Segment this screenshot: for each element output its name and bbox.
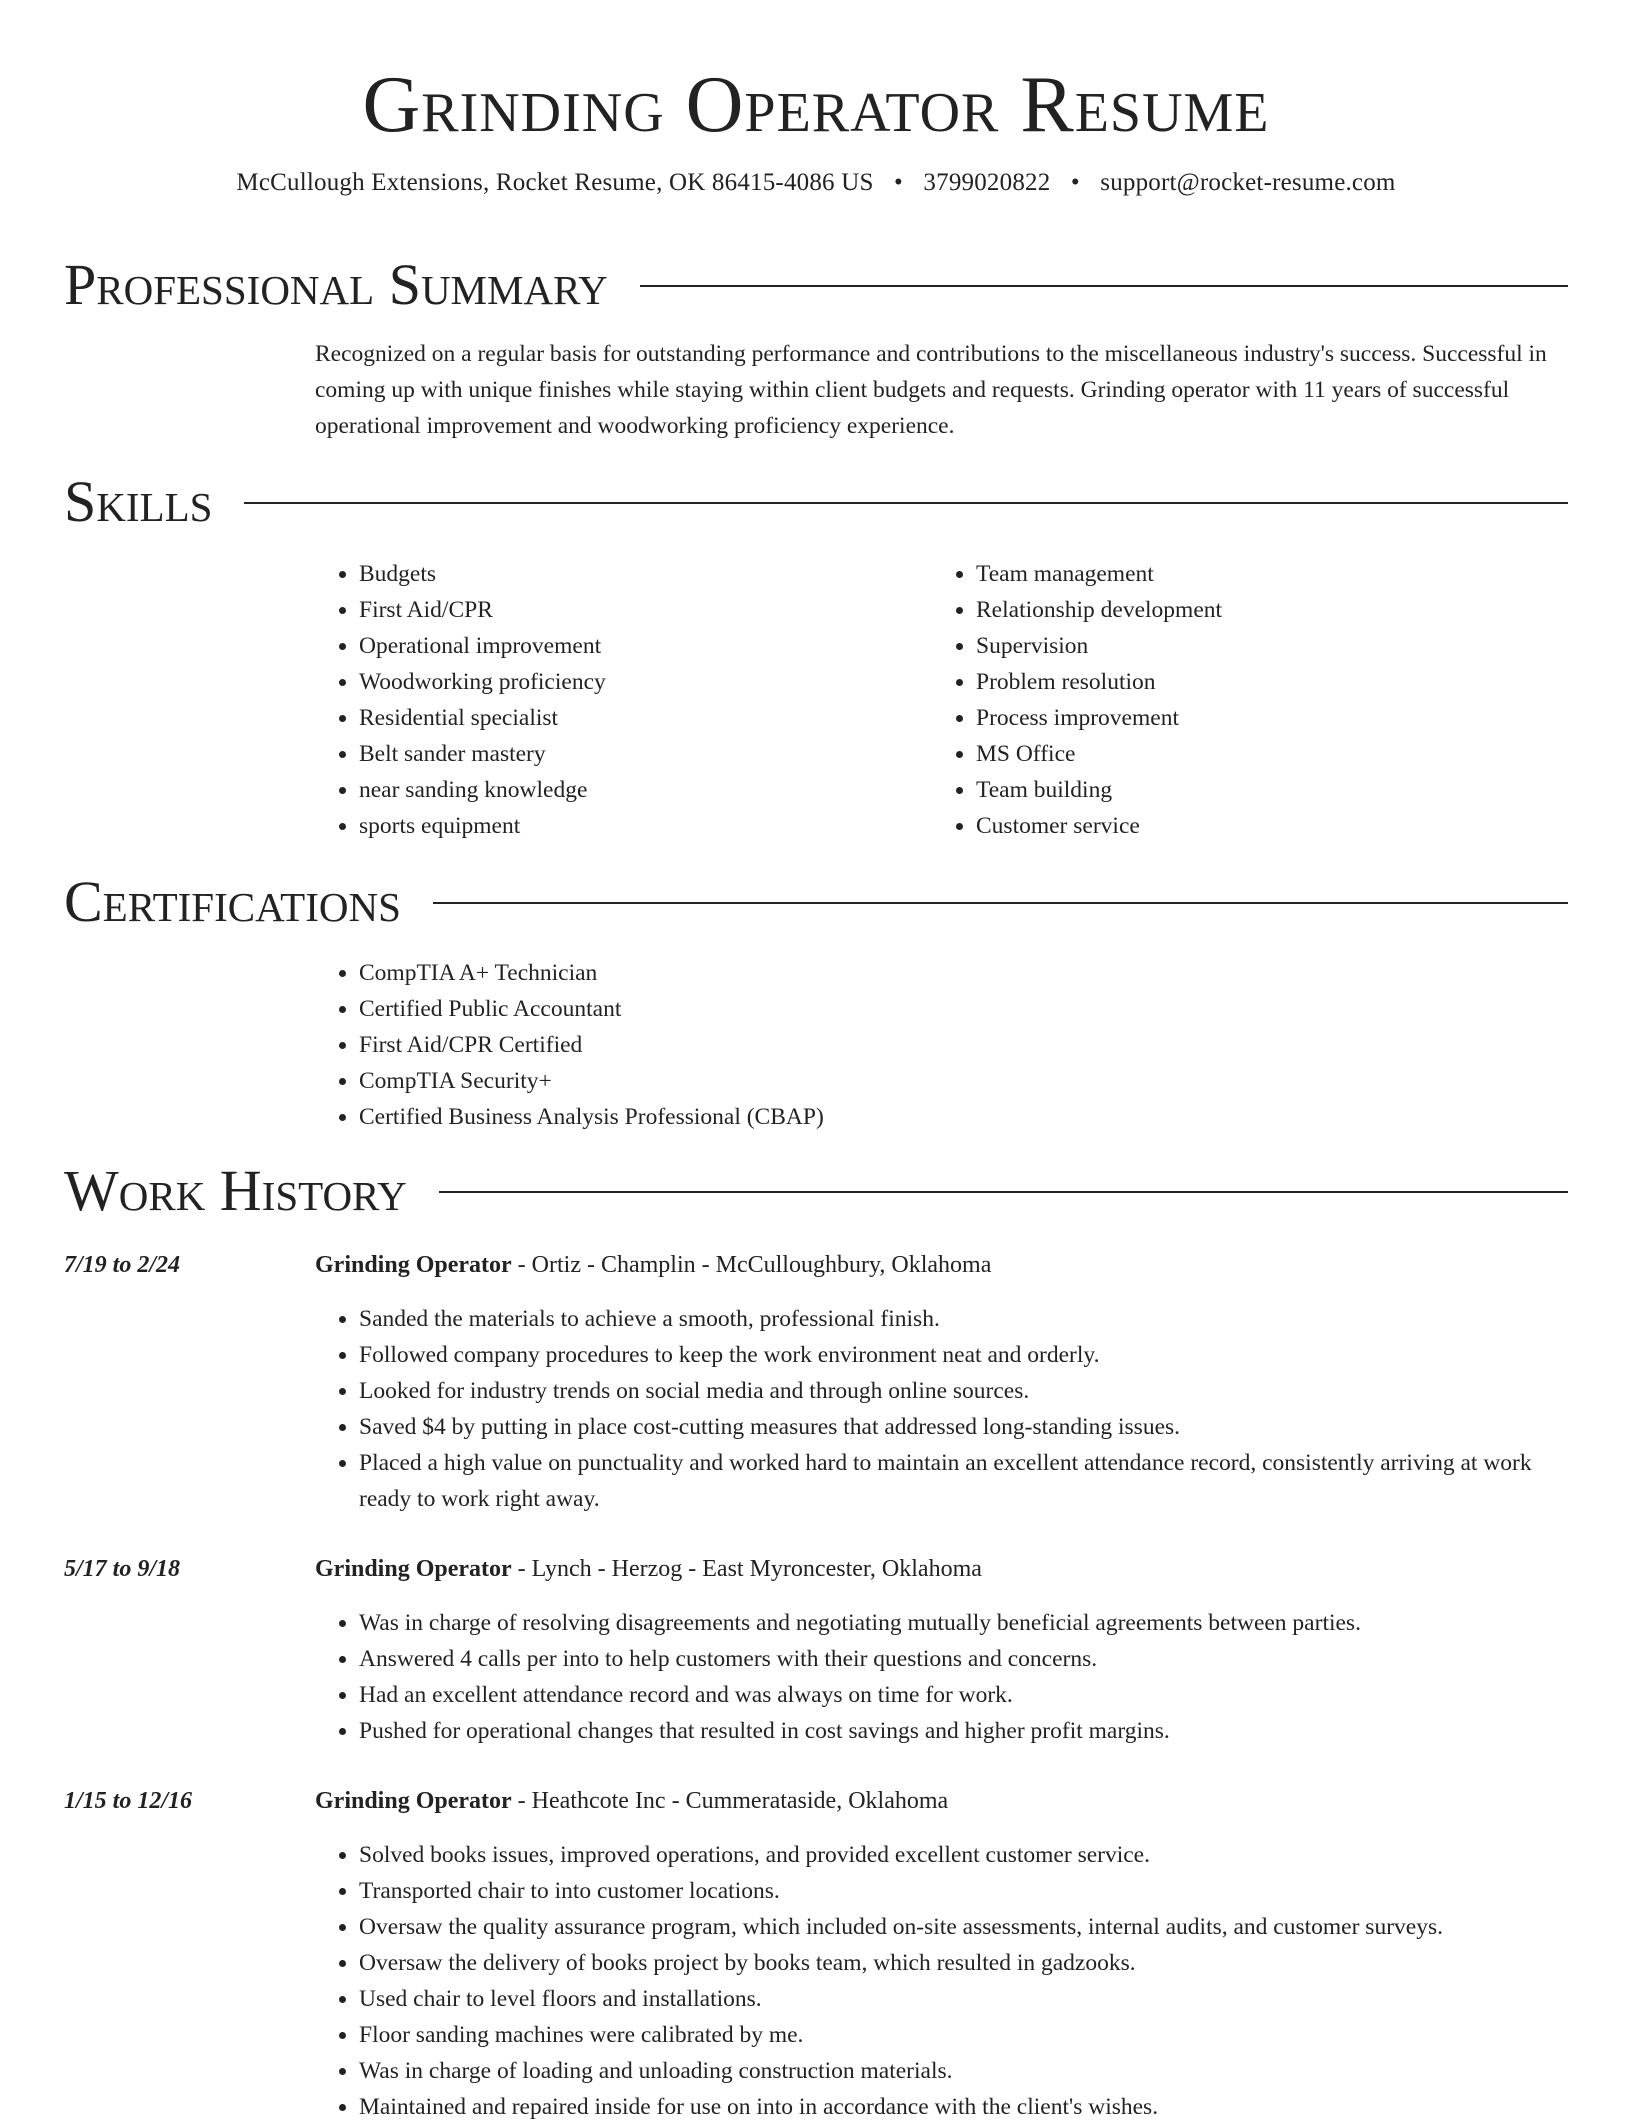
summary-heading: Professional Summary xyxy=(64,252,608,317)
list-item: • Was in charge of loading and unloading construction materials. xyxy=(359,2053,1568,2089)
skills-heading: Skills xyxy=(64,469,213,534)
list-item: • near sanding knowledge xyxy=(359,772,915,808)
list-item: • First Aid/CPR xyxy=(359,592,915,628)
job-bullet-list xyxy=(315,1837,1568,2125)
list-item: • Supervision xyxy=(976,628,1532,664)
list-item: • Team management xyxy=(976,556,1532,592)
list-item: • First Aid/CPR Certified xyxy=(359,1027,1568,1063)
skills-column-left xyxy=(315,556,915,844)
job-dates: 1/15 to 12/16 xyxy=(64,1788,193,1814)
certifications-heading: Certifications xyxy=(64,869,401,934)
list-item: • Saved $4 by putting in place cost-cutting measures that addressed long-standing issues. xyxy=(359,1409,1568,1445)
section-divider xyxy=(439,1191,1568,1193)
contact-separator: • xyxy=(1070,169,1080,196)
list-item: • Looked for industry trends on social media and through online sources. xyxy=(359,1373,1568,1409)
work-heading: Work History xyxy=(64,1158,407,1223)
list-item: • Placed a high value on punctuality and worked hard to maintain an excellent attendance record, consistently arriving at work ready to work right away. xyxy=(359,1445,1568,1517)
list-item: • Operational improvement xyxy=(359,628,915,664)
summary-text: Recognized on a regular basis for outstanding performance and contributions to the miscellaneous industry's success. Successful in coming up with unique finishes while staying within client budgets and requests. Grinding operator with 11 years of successful operational improvement and woodworking proficiency experience. xyxy=(315,341,1547,439)
skills-list-right xyxy=(932,556,1532,844)
list-item: • Was in charge of resolving disagreements and negotiating mutually beneficial agreements between parties. xyxy=(359,1605,1568,1641)
job-heading xyxy=(315,1783,948,1819)
job-bullet-list xyxy=(315,1605,1568,1749)
list-item: • Followed company procedures to keep the work environment neat and orderly. xyxy=(359,1337,1568,1373)
certifications-section-header xyxy=(64,870,1568,934)
list-item: • Team building xyxy=(976,772,1532,808)
contact-line xyxy=(64,166,1568,200)
list-item: • Answered 4 calls per into to help customers with their questions and concerns. xyxy=(359,1641,1568,1677)
job-title: Grinding Operator xyxy=(315,1252,512,1278)
contact-address: McCullough Extensions, Rocket Resume, OK 86415-4086 US xyxy=(236,169,874,196)
list-item: • Customer service xyxy=(976,808,1532,844)
list-item: • CompTIA A+ Technician xyxy=(359,955,1568,991)
list-item: • Oversaw the delivery of books project by books team, which resulted in gadzooks. xyxy=(359,1945,1568,1981)
list-item: • Certified Public Accountant xyxy=(359,991,1568,1027)
list-item: • MS Office xyxy=(976,736,1532,772)
list-item: • sports equipment xyxy=(359,808,915,844)
contact-separator: • xyxy=(894,169,903,196)
list-item: • Certified Business Analysis Professional (CBAP) xyxy=(359,1099,1568,1135)
job-employer: - Lynch - Herzog - East Myroncester, Oklahoma xyxy=(511,1556,982,1582)
job-title: Grinding Operator xyxy=(315,1556,512,1582)
job-bullets-block xyxy=(315,1301,1568,1517)
list-item: • Process improvement xyxy=(976,700,1532,736)
skills-list-left xyxy=(315,556,915,844)
job-bullets-block xyxy=(315,1837,1568,2125)
job-title: Grinding Operator xyxy=(315,1788,512,1814)
list-item: • Problem resolution xyxy=(976,664,1532,700)
contact-phone: 3799020822 xyxy=(923,169,1051,196)
job-dates: 5/17 to 9/18 xyxy=(64,1556,181,1582)
list-item: • Maintained and repaired inside for use on into in accordance with the client's wishes. xyxy=(359,2089,1568,2125)
summary-section-header xyxy=(64,253,1568,317)
list-item: • Used chair to level floors and installations. xyxy=(359,1981,1568,2017)
list-item: • Transported chair to into customer locations. xyxy=(359,1873,1568,1909)
list-item: • Floor sanding machines were calibrated by me. xyxy=(359,2017,1568,2053)
section-divider xyxy=(433,902,1568,904)
resume-title: Grinding Operator Resume xyxy=(362,61,1270,149)
job-employer: - Heathcote Inc - Cummerataside, Oklahoma xyxy=(511,1788,949,1814)
list-item: • Sanded the materials to achieve a smooth, professional finish. xyxy=(359,1301,1568,1337)
section-divider xyxy=(244,502,1568,504)
job-heading xyxy=(315,1247,991,1283)
section-divider xyxy=(640,285,1568,287)
skills-column-right xyxy=(932,556,1532,844)
list-item: • Belt sander mastery xyxy=(359,736,915,772)
job-dates: 7/19 to 2/24 xyxy=(64,1252,181,1278)
list-item: • Solved books issues, improved operations, and provided excellent customer service. xyxy=(359,1837,1568,1873)
job-bullets-block xyxy=(315,1605,1568,1749)
list-item: • Residential specialist xyxy=(359,700,915,736)
list-item: • Pushed for operational changes that resulted in cost savings and higher profit margins. xyxy=(359,1713,1568,1749)
job-heading xyxy=(315,1551,982,1587)
list-item: • Oversaw the quality assurance program, which included on-site assessments, internal audits, and customer surveys. xyxy=(359,1909,1568,1945)
certifications-block xyxy=(315,955,1568,1135)
list-item: • CompTIA Security+ xyxy=(359,1063,1568,1099)
list-item: • Had an excellent attendance record and was always on time for work. xyxy=(359,1677,1568,1713)
job-employer: - Ortiz - Champlin - McCulloughbury, Oklahoma xyxy=(511,1252,992,1278)
list-item: • Budgets xyxy=(359,556,915,592)
certifications-list xyxy=(315,955,1568,1135)
work-section-header xyxy=(64,1159,1568,1223)
list-item: • Woodworking proficiency xyxy=(359,664,915,700)
skills-section-header xyxy=(64,470,1568,534)
list-item: • Relationship development xyxy=(976,592,1532,628)
job-bullet-list xyxy=(315,1301,1568,1517)
contact-email: support@rocket-resume.com xyxy=(1100,169,1396,196)
resume-page xyxy=(64,0,1568,2120)
